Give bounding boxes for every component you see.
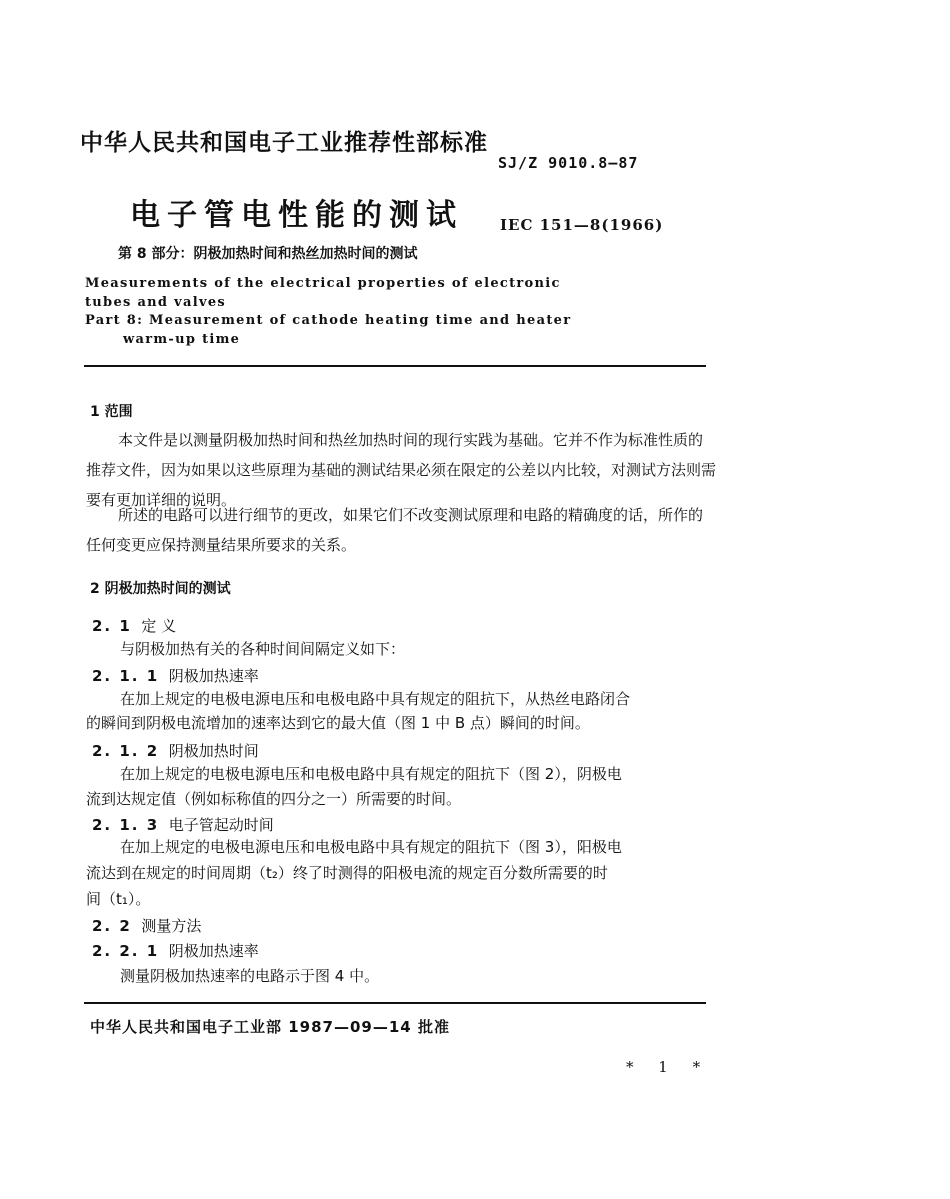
document-subtitle: 第 8 部分：阴极加热时间和热丝加热时间的测试 [118,246,418,262]
section-title: 测量方法 [141,917,202,935]
section-title: 电子管起动时间 [168,816,274,834]
section-2-1-2-text-line-2: 流到达规定值（例如标称值的四分之一）所需要的时间。 [86,790,462,808]
section-title: 阴极加热速率 [168,667,259,685]
english-title-line-3: Part 8: Measurement of cathode heating time and heater [85,313,572,328]
section-2-1-heading [92,615,176,636]
section-number: 2. 1 [92,617,132,635]
section-2-1-3-text-line-2: 流达到在规定的时间周期（t₂）终了时测得的阳极电流的规定百分数所需要的时 [86,864,608,882]
section-number: 2. 2 [92,917,132,935]
section-number: 2. 2. 1 [92,942,160,960]
section-1-paragraph-2: 所述的电路可以进行细节的更改，如果它们不改变测试原理和电路的精确度的话，所作的任何变更应保持测量结果所要求的关系。 [86,506,704,554]
english-title-line-1: Measurements of the electrical properties of electronic [85,276,561,291]
approval-line: 中华人民共和国电子工业部 1987—09—14 批准 [90,1018,450,1036]
footer-divider [84,1002,706,1004]
section-title: 定 义 [141,617,177,635]
section-2-1-2-heading [92,740,259,761]
standard-code: SJ/Z 9010.8—87 [498,154,639,172]
section-2-1-1-text-line-1: 在加上规定的电极电源电压和电极电路中具有规定的阻抗下，从热丝电路闭合 [120,690,631,708]
section-number: 2. 1. 1 [92,667,160,685]
section-title: 阴极加热速率 [168,942,259,960]
english-title-line-4: warm-up time [123,332,241,347]
section-number: 2. 1. 3 [92,816,160,834]
section-2-1-3-text-line-1: 在加上规定的电极电源电压和电极电路中具有规定的阻抗下（图 3），阳极电 [120,838,622,856]
section-2-heading: 2 阴极加热时间的测试 [90,581,231,597]
page-number: * 1 * [626,1058,711,1076]
section-2-2-1-heading [92,940,259,961]
section-2-1-1-heading [92,665,259,686]
section-2-1-text: 与阴极加热有关的各种时间间隔定义如下： [120,640,406,658]
section-1-paragraph-1: 本文件是以测量阴极加热时间和热丝加热时间的现行实践为基础。它并不作为标准性质的推荐文件，因为如果以这些原理为基础的测试结果必须在限定的公差以内比较，对测试方法则需要有更加详细的说明。 [86,431,717,509]
section-2-1-1-text-line-2: 的瞬间到阴极电流增加的速率达到它的最大值（图 1 中 B 点）瞬间的时间。 [86,714,590,732]
section-2-2-1-text: 测量阴极加热速率的电路示于图 4 中。 [120,967,380,985]
section-2-1-2-text-line-1: 在加上规定的电极电源电压和电极电路中具有规定的阻抗下（图 2），阴极电 [120,765,622,783]
section-number: 2. 1. 2 [92,742,160,760]
english-title-line-2: tubes and valves [85,295,227,310]
section-1-heading: 1 范围 [90,404,133,420]
iec-code: IEC 151—8(1966) [500,216,664,234]
header-divider [84,365,706,367]
section-title: 阴极加热时间 [168,742,259,760]
document-title: 电子管电性能的测试 [130,198,463,233]
section-2-1-3-text-line-3: 间（t₁）。 [86,890,151,908]
section-2-2-heading [92,915,201,936]
issuing-organization: 中华人民共和国电子工业推荐性部标准 [80,130,488,156]
section-2-1-3-heading [92,814,274,835]
